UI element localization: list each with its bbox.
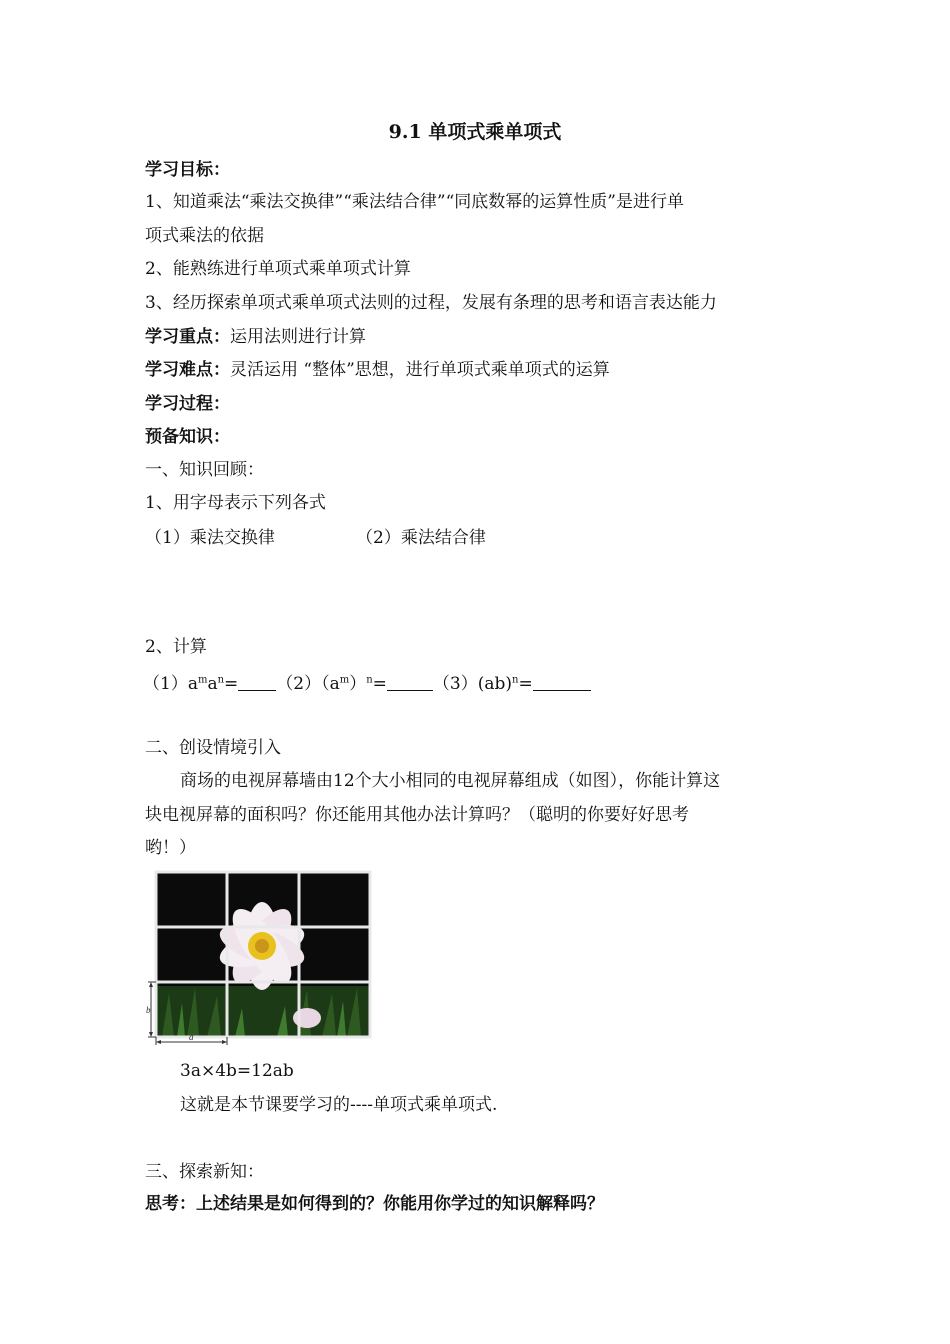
grass-icon [156,986,370,1037]
objectives-heading: 学习目标： [145,160,230,180]
difficulty-label: 学习难点： [145,360,230,380]
key-point-text: 运用法则进行计算 [230,327,366,347]
prep-heading: 预备知识： [145,427,230,447]
answer-blank-1[interactable] [238,674,276,691]
review-question-1: 1、用字母表示下列各式 [145,493,326,513]
scenario-para-line-2: 块电视屏幕的面积吗？你还能用其他办法计算吗？（聪明的你要好好思考 [145,805,689,825]
tv-wall-figure [147,868,372,1048]
calc-part-2: （2）（a [276,674,340,694]
explore-think: 思考：上述结果是如何得到的？你能用你学过的知识解释吗？ [145,1194,604,1214]
label-a: a [189,1032,194,1042]
flower-bud-icon [293,1008,321,1028]
key-point-line [145,325,366,349]
answer-blank-3[interactable] [533,674,591,691]
equals-1: = [224,674,239,694]
equals-3: = [518,674,533,694]
calc-part-1: （1）a [143,674,198,694]
exp-m: m [197,674,208,686]
review-question-2: 2、计算 [145,637,207,657]
calc-base-a: a [207,674,218,694]
exp-n: n [217,674,225,686]
scenario-para-line-3: 哟！） [145,838,196,858]
calc-part-3: （3）(ab) [432,674,513,694]
difficulty-line [145,358,610,382]
key-point-label: 学习重点： [145,327,230,347]
process-heading: 学习过程： [145,394,230,414]
objective-1-line-2: 项式乘法的依据 [145,226,264,246]
exp-m-2: m [339,674,350,686]
scenario-para-line-1: 商场的电视屏幕墙由12个大小相同的电视屏幕组成（如图），你能计算这 [180,771,721,791]
objective-2: 2、能熟练进行单项式乘单项式计算 [145,259,411,279]
explore-heading: 三、探索新知： [145,1162,264,1182]
scenario-heading: 二、创设情境引入 [145,738,281,758]
scenario-conclusion: 这就是本节课要学习的----单项式乘单项式. [180,1095,498,1115]
review-question-1b: （2）乘法结合律 [356,528,486,548]
objective-3: 3、经历探索单项式乘单项式法则的过程，发展有条理的思考和语言表达能力 [145,293,717,313]
review-question-1a: （1）乘法交换律 [145,528,275,548]
formula: 3a×4b=12ab [180,1061,294,1081]
objective-1-line-1: 1、知道乘法“乘法交换律”“乘法结合律”“同底数幂的运算性质”是进行单 [145,192,684,212]
exp-n-2: n [366,674,373,686]
equals-2: = [372,674,387,694]
calc-part-2-close: ） [349,674,367,694]
difficulty-text: 灵活运用 “整体”思想，进行单项式乘单项式的运算 [230,360,610,380]
page-title: 9.1 单项式乘单项式 [388,121,562,143]
exp-n-3: n [512,674,519,686]
review-heading: 一、知识回顾： [145,460,264,480]
answer-blank-2[interactable] [387,674,433,691]
label-b: b [146,1005,151,1015]
calc-line [143,672,591,696]
